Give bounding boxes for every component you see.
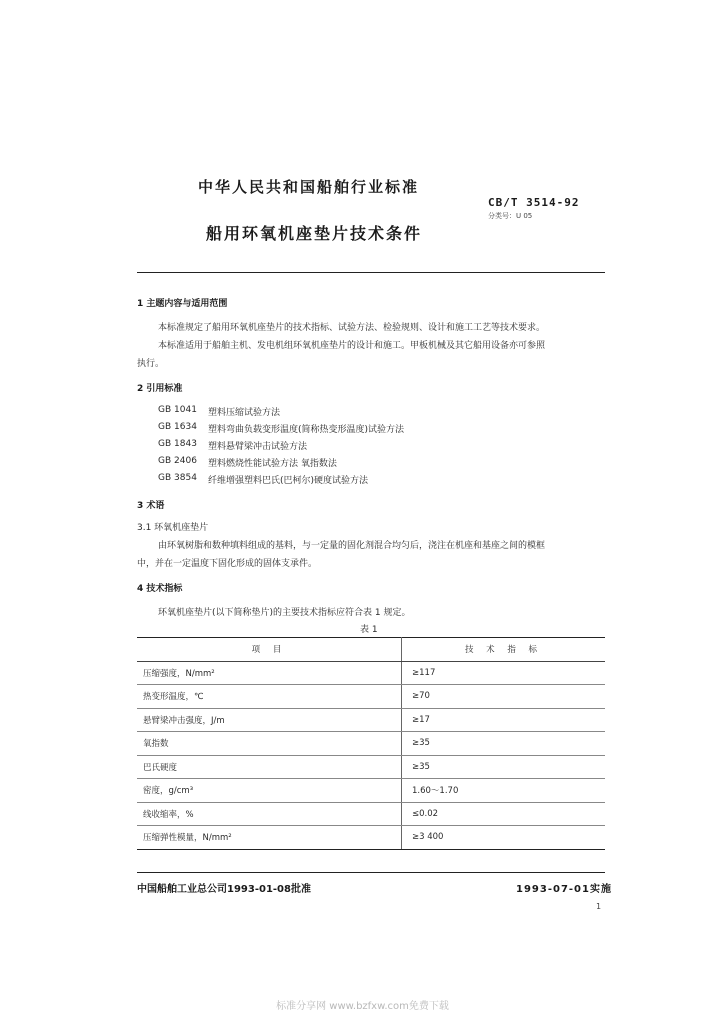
reference-code: GB 1041 <box>158 405 197 415</box>
header-rule <box>137 272 605 273</box>
table-row <box>137 708 605 732</box>
table-caption: 表 1 <box>360 625 378 635</box>
table-cell-item: 压缩弹性模量，N/mm² <box>137 826 402 850</box>
table-cell-value: ≥117 <box>402 661 606 685</box>
document-title: 船用环氧机座垫片技术条件 <box>206 224 423 243</box>
footer-rule <box>137 872 605 873</box>
column-header-item: 项 目 <box>137 638 402 662</box>
section-3-definition-line-2: 中，并在一定温度下固化形成的固体支承件。 <box>137 559 318 569</box>
table-cell-item: 巴氏硬度 <box>137 755 402 779</box>
technical-specs-table <box>137 637 605 850</box>
table-row <box>137 685 605 709</box>
table-row <box>137 755 605 779</box>
table-cell-value: ≥35 <box>402 732 606 756</box>
table-row <box>137 826 605 850</box>
section-4-intro: 环氧机座垫片(以下简称垫片)的主要技术指标应符合表 1 规定。 <box>158 608 411 618</box>
table-row <box>137 732 605 756</box>
table-cell-value: ≤0.02 <box>402 802 606 826</box>
table-cell-item: 悬臂梁冲击强度，J/m <box>137 708 402 732</box>
section-4-heading: 4 技术指标 <box>137 584 183 594</box>
table-cell-value: ≥70 <box>402 685 606 709</box>
reference-title: 塑料悬臂梁冲击试验方法 <box>208 442 308 452</box>
section-1-paragraph-2-line-1: 本标准适用于船舶主机、发电机组环氧机座垫片的设计和施工。甲板机械及其它船用设备亦可参照 <box>158 341 546 351</box>
section-3-definition-line-1: 由环氧树脂和数种填料组成的基料，与一定量的固化剂混合均匀后，浇注在机座和基座之间的模框 <box>158 541 546 551</box>
reference-code: GB 3854 <box>158 473 197 483</box>
page-number: 1 <box>596 902 602 911</box>
table-cell-value: 1.60～1.70 <box>402 779 606 803</box>
standard-code: CB/T 3514-92 <box>488 196 580 209</box>
section-3-heading: 3 术语 <box>137 501 165 511</box>
table-header-row <box>137 638 605 662</box>
reference-code: GB 1634 <box>158 422 197 432</box>
table-cell-item: 氧指数 <box>137 732 402 756</box>
table-row <box>137 802 605 826</box>
standard-organization-header: 中华人民共和国船舶行业标准 <box>198 178 420 196</box>
reference-title: 塑料压缩试验方法 <box>208 408 281 418</box>
classification-number: 分类号：U 05 <box>488 212 533 220</box>
section-1-heading: 1 主题内容与适用范围 <box>137 299 228 309</box>
reference-code: GB 2406 <box>158 456 197 466</box>
table-cell-value: ≥17 <box>402 708 606 732</box>
table-cell-item: 压缩强度，N/mm² <box>137 661 402 685</box>
reference-title: 塑料弯曲负载变形温度(简称热变形温度)试验方法 <box>208 425 405 435</box>
approval-statement: 中国船舶工业总公司1993-01-08批准 <box>137 884 311 895</box>
table-cell-item: 热变形温度，℃ <box>137 685 402 709</box>
table-cell-value: ≥3 400 <box>402 826 606 850</box>
effective-date: 1993-07-01实施 <box>516 884 612 895</box>
section-3-1-heading: 3.1 环氧机座垫片 <box>137 523 209 533</box>
table-row <box>137 661 605 685</box>
section-1-paragraph-2-line-2: 执行。 <box>137 359 165 369</box>
section-2-heading: 2 引用标准 <box>137 384 183 394</box>
reference-code: GB 1843 <box>158 439 197 449</box>
column-header-spec: 技 术 指 标 <box>402 638 606 662</box>
table-cell-value: ≥35 <box>402 755 606 779</box>
watermark: 标准分享网 www.bzfxw.com免费下载 <box>276 1001 449 1012</box>
table-cell-item: 线收缩率，% <box>137 802 402 826</box>
section-1-paragraph-1: 本标准规定了船用环氧机座垫片的技术指标、试验方法、检验规则、设计和施工工艺等技术要求。 <box>158 323 546 333</box>
reference-title: 塑料燃烧性能试验方法 氧指数法 <box>208 459 337 469</box>
reference-title: 纤维增强塑料巴氏(巴柯尔)硬度试验方法 <box>208 476 369 486</box>
table-row <box>137 779 605 803</box>
table-cell-item: 密度，g/cm³ <box>137 779 402 803</box>
